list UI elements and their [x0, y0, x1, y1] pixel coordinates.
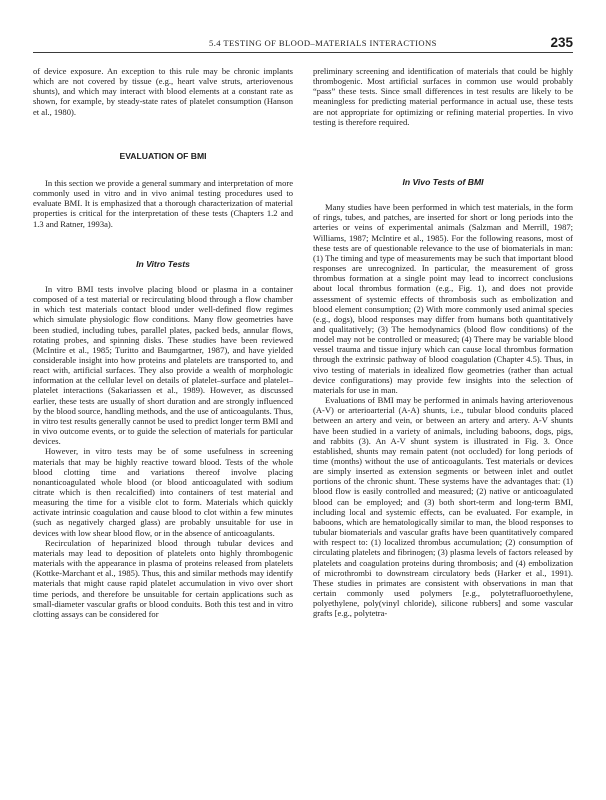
right-column — [313, 66, 573, 619]
paragraph-in-vivo-1: Many studies have been performed in which test materials, in the form of rings, tubes, and patches, are inserted for short or long periods into the arteries or veins of experimental animals (Salzman and Merrill, 1987; Williams, 1987; McIntire et al., 1985). For the following reasons, most of these tests are of questionable relevance to the use of biomaterials in man: (1) The timing and type of measurements may be such that important blood responses are unrecognized. In particular, the measurement of gross thrombus formation at a single point may lead to incorrect conclusions about local thrombus formation (e.g., Fig. 1), and does not provide assessment of systemic effects of thrombosis such as embolization and blood element consumption; (2) With more commonly used animal species (e.g., dogs), blood responses may differ from humans both quantitatively and qualitatively; (3) The hemodynamics (blood flow conditions) of the model may not be controlled or measured; (4) There may be variable blood vessel trauma and tissue injury which can cause local thrombus formation through the extrinsic pathway of blood coagulation (Chapter 4.5). Thus, in vivo testing of materials in idealized flow geometries (rather than actual device configurations) may provide few insights into the selection of materials for use in man. — [313, 202, 573, 395]
header-rule — [33, 52, 573, 53]
running-head: 5.4 TESTING OF BLOOD–MATERIALS INTERACTIONS — [209, 38, 437, 48]
subsection-heading-in-vivo: In Vivo Tests of BMI — [402, 176, 484, 187]
subsection-heading-in-vitro: In Vitro Tests — [136, 258, 190, 269]
section-heading-evaluation: EVALUATION OF BMI — [119, 150, 207, 161]
paragraph-in-vivo-2: Evaluations of BMI may be performed in animals having arteriovenous (A-V) or arterioarterial (A-A) shunts, i.e., tubular blood conduits placed between an artery and vein, or between an artery and artery. A-V shunts have been studied in a variety of animals, including baboons, dogs, pigs, and rabbits (3). An A-V shunt system is illustrated in Fig. 3. Once established, shunts may remain patent (not occluded) for long periods of time (months) without the use of anticoagulants. Test materials or devices are simply inserted as extension segments or between inlet and outlet portions of the chronic shunt. These systems have the advantages that: (1) blood flow is easily controlled and measured; (2) native or anticoagulated blood can be employed; and (3) both short-term and long-term BMI, including local and systemic effects, can be evaluated. For example, in baboons, which are hematologically similar to man, the blood responses to tubular biomaterials and vascular grafts have been quantitatively compared with respect to: (1) localized thrombus accumulation; (2) consumption of circulating platelets and fibrinogen; (3) plasma levels of factors released by platelets and coagulation proteins during thrombosis; and (4) embolization of microthrombi to downstream circulatory beds (Harker et al., 1991). These studies in primates are consistent with observations in man that certain commonly used polymers [e.g., polytetrafluoroethylene, polyethylene, poly(vinyl chloride), silicone rubbers] and some vascular grafts [e.g., polytetra- — [313, 395, 573, 619]
page-header — [33, 35, 573, 52]
paragraph-in-vitro-2: However, in vitro tests may be of some usefulness in screening materials that may be highly reactive toward blood. Tests of the whole blood clotting time and variations thereof involve placing nonanticoagulated whole blood (or blood anticoagulated with sodium citrate which is then recalcified) into containers of test material and measuring the time for a visible clot to form. Materials which quickly activate intrinsic coagulation and cause blood to clot within a few minutes (such as negatively charged glass) are probably unsuitable for use in devices with low shear blood flow, or in the absence of anticoagulants. — [33, 446, 293, 538]
paragraph-in-vitro-1: In vitro BMI tests involve placing blood or plasma in a container composed of a test material or recirculating blood through a flow chamber in which test materials contact blood under well-defined flow regimes which simulate physiologic flow conditions. Many flow geometries have been studied, including tubes, parallel plates, packed beds, annular flows, rotating probes, and spinning disks. These studies have been reviewed (McIntire et al., 1985; Turitto and Baumgartner, 1987), and have yielded considerable insight into how proteins and platelets are transported to, and react with, artificial surfaces. They also provide a wealth of morphologic information at the cellular level on details of platelet–surface and platelet–platelet interactions (Sakariassen et al., 1989). However, as discussed earlier, these tests are usually of short duration and are strongly influenced by the blood source, handling methods, and the use of anticoagulants. Thus, in vitro test results generally cannot be used to predict longer term BMI and in vivo outcome events, or to guide the selection of materials for particular devices. — [33, 283, 293, 447]
paragraph-continued: of device exposure. An exception to this rule may be chronic implants which are not covered by tissue (e.g., heart valve struts, arteriovenous shunts), and which may interact with blood elements at a constant rate as shown, for example, by steady-state rates of platelet consumption (Hanson et al., 1980). — [33, 66, 293, 117]
paragraph-in-vitro-3: Recirculation of heparinized blood through tubular devices and materials may lead to deposition of platelets onto highly thrombogenic materials with the appearance in plasma of proteins released from platelets (Kottke-Marchant et al., 1985). Thus, this and similar methods may identify materials that might cause rapid platelet accumulation in vivo over short time periods, and therefore be unsuitable for certain applications such as small-diameter vascular grafts or blood conduits. Both this test and in vitro clotting assays can be considered for — [33, 537, 293, 619]
paragraph-continued-right: preliminary screening and identification of materials that could be highly thrombogenic. Most artificial surfaces in common use would probably “pass” these tests. Since small differences in test results are likely to be meaningless for predicting material performance in actual use, these tests are not appropriate for optimizing or refining material properties. In vivo testing is therefore required. — [313, 66, 573, 127]
page-number: 235 — [550, 35, 573, 50]
left-column — [33, 66, 293, 619]
paragraph-evaluation-intro: In this section we provide a general summary and interpretation of more commonly used in vitro and in vivo animal testing procedures used to evaluate BMI. It is emphasized that a thorough characterization of material properties is critical for the interpretation of these tests (Chapters 1.2 and 1.3 and Ratner, 1993a). — [33, 177, 293, 229]
